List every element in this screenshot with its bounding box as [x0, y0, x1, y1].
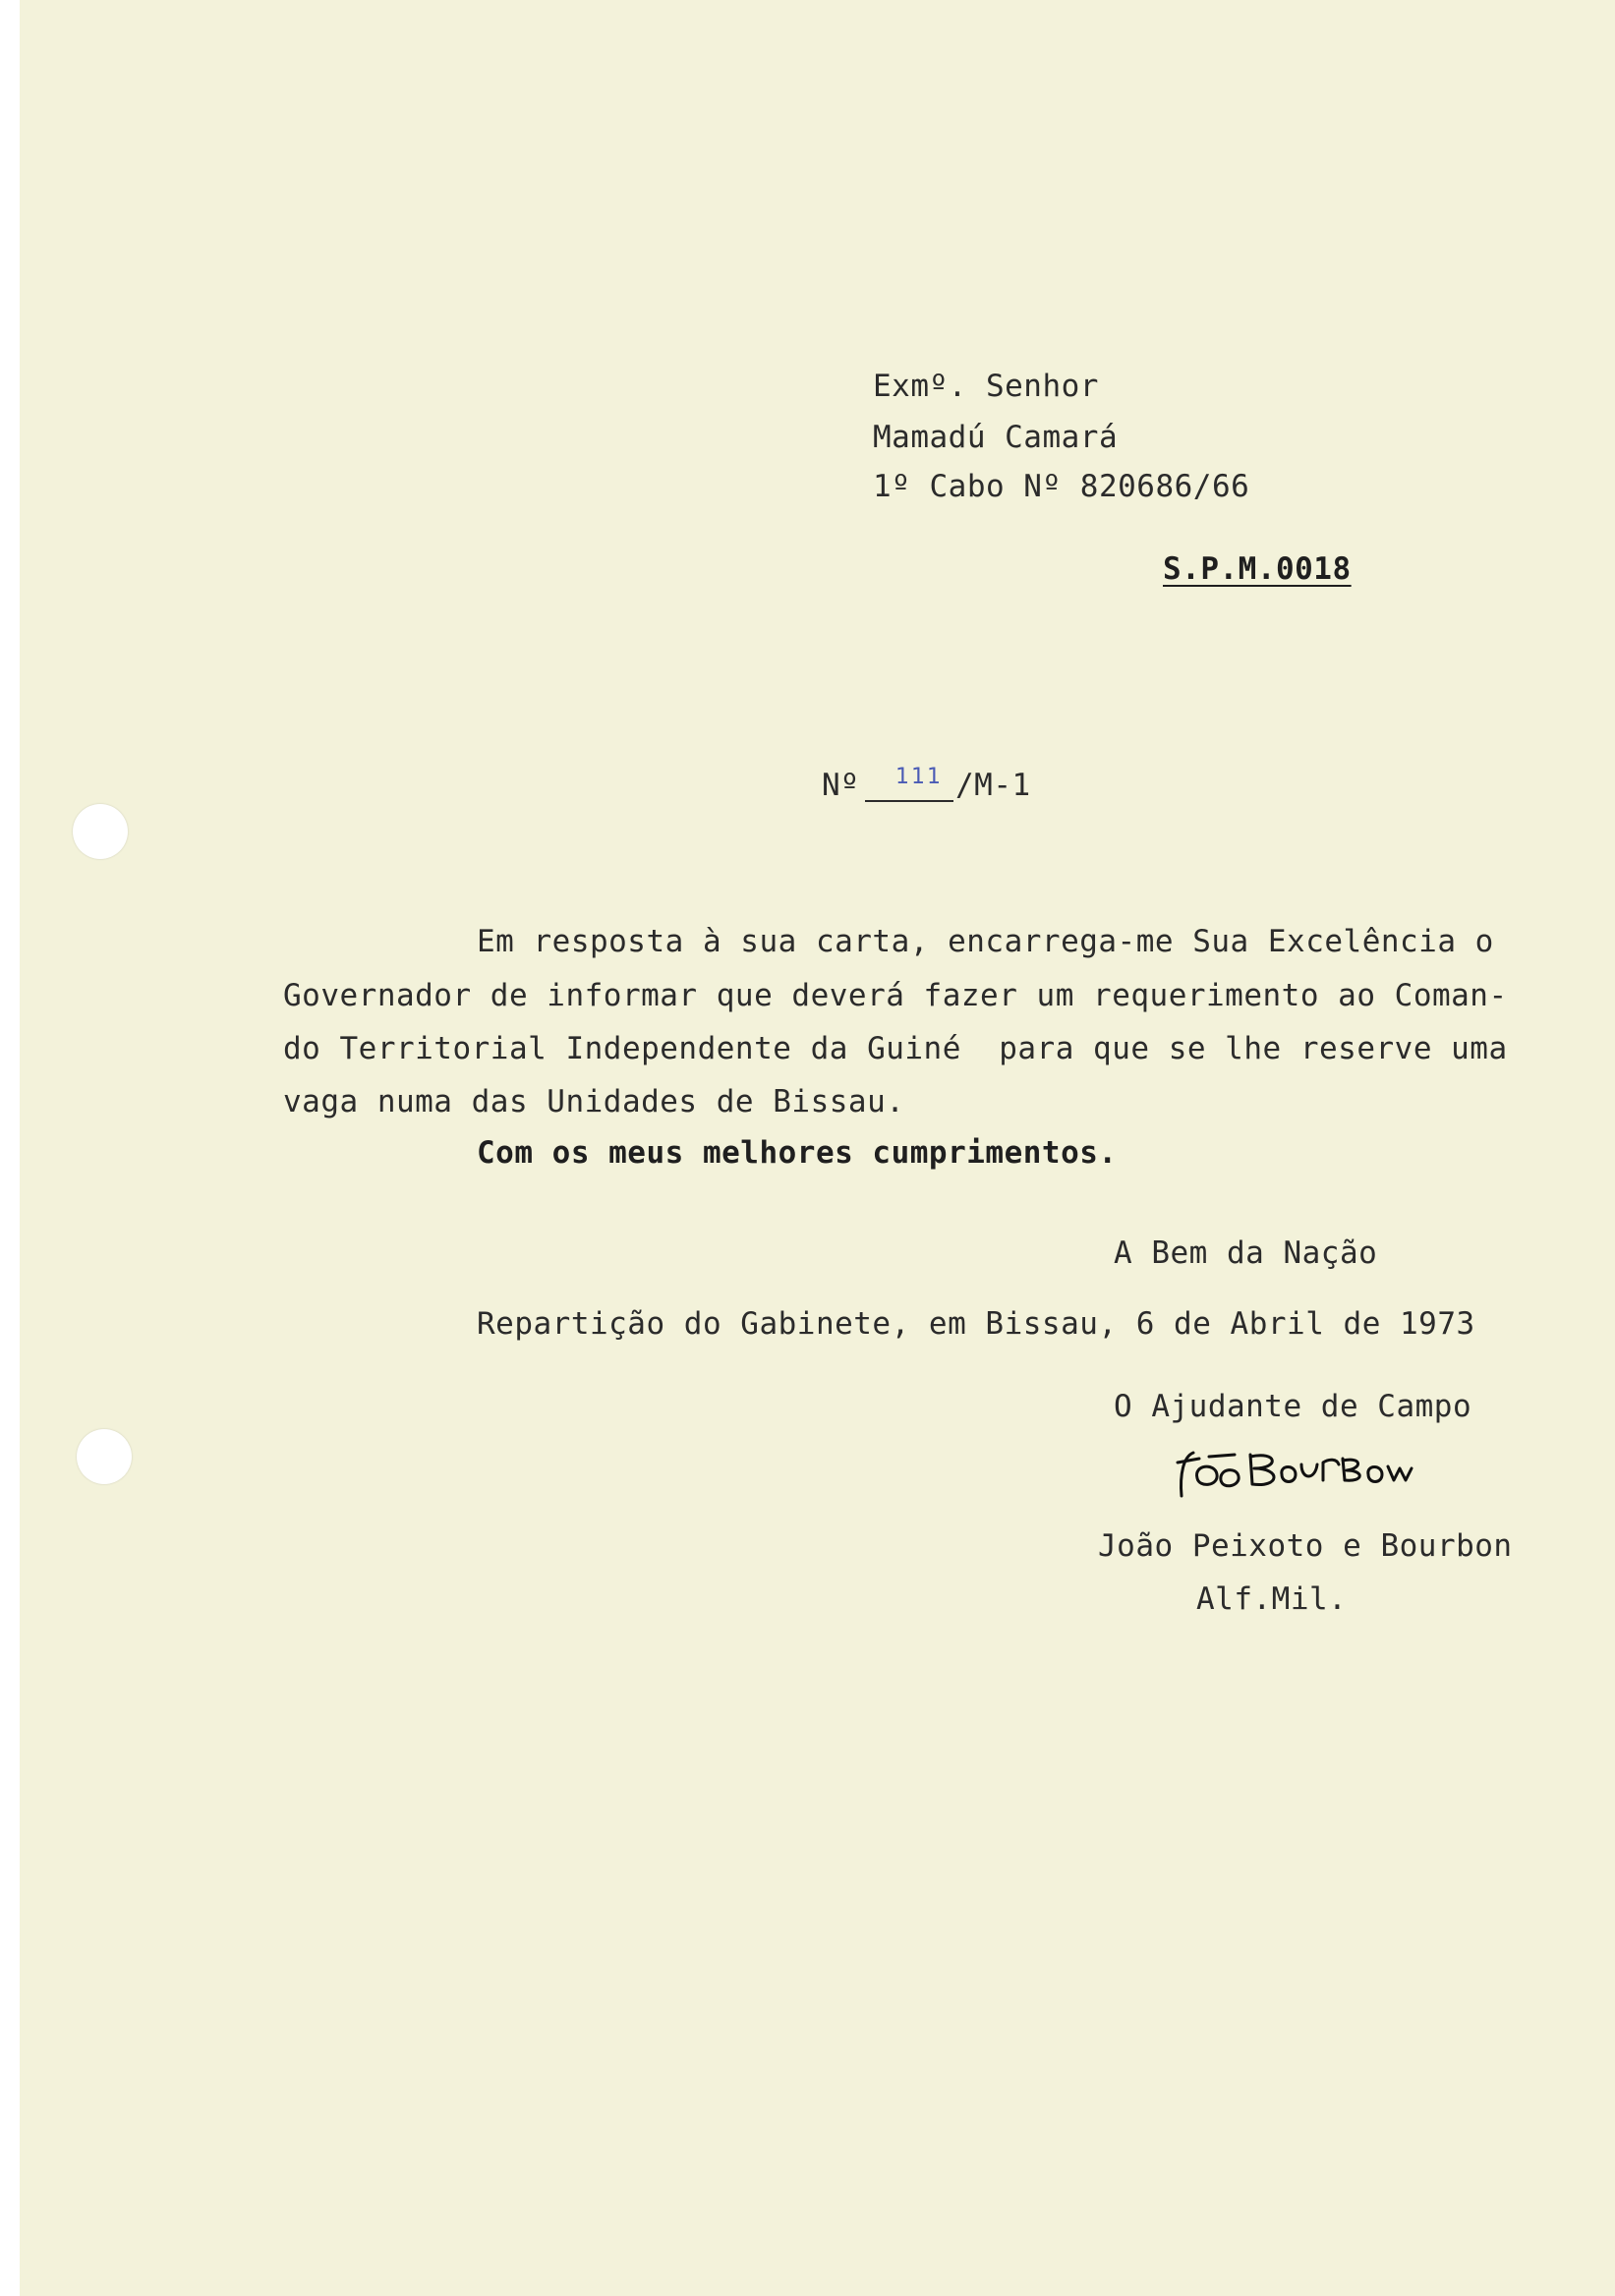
punch-hole-top	[73, 804, 128, 859]
signer-rank: Alf.Mil.	[1196, 1581, 1348, 1617]
signer-role: O Ajudante de Campo	[1114, 1389, 1472, 1424]
punch-hole-bottom	[77, 1429, 132, 1484]
body-line-4: vaga numa das Unidades de Bissau.	[283, 1084, 905, 1119]
place-date: Repartição do Gabinete, em Bissau, 6 de Abril de 1973	[477, 1306, 1475, 1342]
closing-line: Com os meus melhores cumprimentos.	[477, 1135, 1118, 1171]
handwritten-signature	[1170, 1435, 1415, 1514]
body-line-2: Governador de informar que deverá fazer um requerimento ao Coman-	[283, 978, 1508, 1013]
addressee-line-2: Mamadú Camará	[873, 420, 1119, 455]
body-line-1: Em resposta à sua carta, encarrega-me Sua Excelência o	[477, 924, 1494, 959]
postal-code: S.P.M.0018	[1163, 551, 1352, 587]
page-edge	[0, 0, 20, 2296]
signer-name: João Peixoto e Bourbon	[1098, 1528, 1513, 1564]
addressee-line-1: Exmº. Senhor	[873, 369, 1099, 404]
motto: A Bem da Nação	[1114, 1235, 1378, 1271]
body-line-3: do Territorial Independente da Guiné para que se lhe reserve uma	[283, 1031, 1508, 1066]
reference-prefix: Nº	[822, 768, 860, 803]
addressee-line-3: 1º Cabo Nº 820686/66	[873, 469, 1250, 504]
reference-suffix: /M-1	[955, 768, 1031, 803]
reference-number-handwritten: 111	[895, 765, 943, 789]
